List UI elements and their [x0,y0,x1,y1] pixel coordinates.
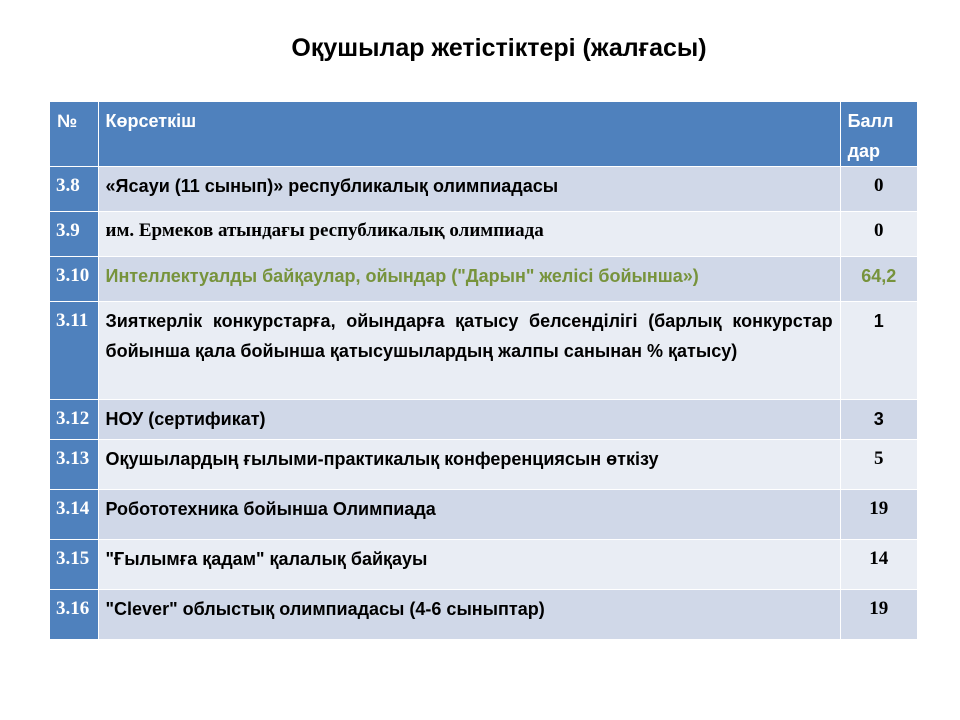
row-number: 3.11 [50,302,99,400]
row-number: 3.8 [50,167,99,212]
row-indicator: «Ясауи (11 сынып)» республикалық олимпиадасы [98,167,840,212]
table-row [50,167,918,212]
row-points: 5 [840,440,917,490]
row-points: 14 [840,540,917,590]
header-points: Балл дар [840,102,917,167]
table-row [50,490,918,540]
table-row [50,400,918,440]
row-number: 3.10 [50,257,99,302]
slide-title: Оқушылар жетістіктері (жалғасы) [291,34,707,62]
table-row [50,440,918,490]
row-indicator: НОУ (сертификат) [98,400,840,440]
row-indicator: Интеллектуалды байқаулар, ойындар ("Дарын" желісі бойынша») [98,257,840,302]
row-number: 3.9 [50,212,99,257]
row-points: 19 [840,590,917,640]
table-row [50,590,918,640]
row-indicator: Робототехника бойынша Олимпиада [98,490,840,540]
row-indicator: "Ғылымға қадам" қалалық байқауы [98,540,840,590]
row-number: 3.12 [50,400,99,440]
row-indicator: Оқушылардың ғылыми-практикалық конференциясын өткізу [98,440,840,490]
row-points: 0 [840,167,917,212]
row-number: 3.14 [50,490,99,540]
row-points: 0 [840,212,917,257]
row-points: 1 [840,302,917,400]
row-number: 3.13 [50,440,99,490]
row-points: 19 [840,490,917,540]
table-row [50,212,918,257]
table-row [50,540,918,590]
row-points: 3 [840,400,917,440]
table-row [50,302,918,400]
table-row [50,257,918,302]
row-indicator: им. Ермеков атындағы республикалық олимпиада [98,212,840,257]
achievements-table [49,101,918,640]
header-indicator: Көрсеткіш [98,102,840,167]
row-indicator: "Clever" облыстық олимпиадасы (4-6 сыныптар) [98,590,840,640]
row-indicator: Зияткерлік конкурстарға, ойындарға қатысу белсенділігі (барлық конкурстар бойынша қала бойынша қатысушылардың жалпы санынан % қатысу) [98,302,840,400]
header-number: № [50,102,99,167]
row-points: 64,2 [840,257,917,302]
row-number: 3.16 [50,590,99,640]
row-number: 3.15 [50,540,99,590]
table-header-row [50,102,918,167]
